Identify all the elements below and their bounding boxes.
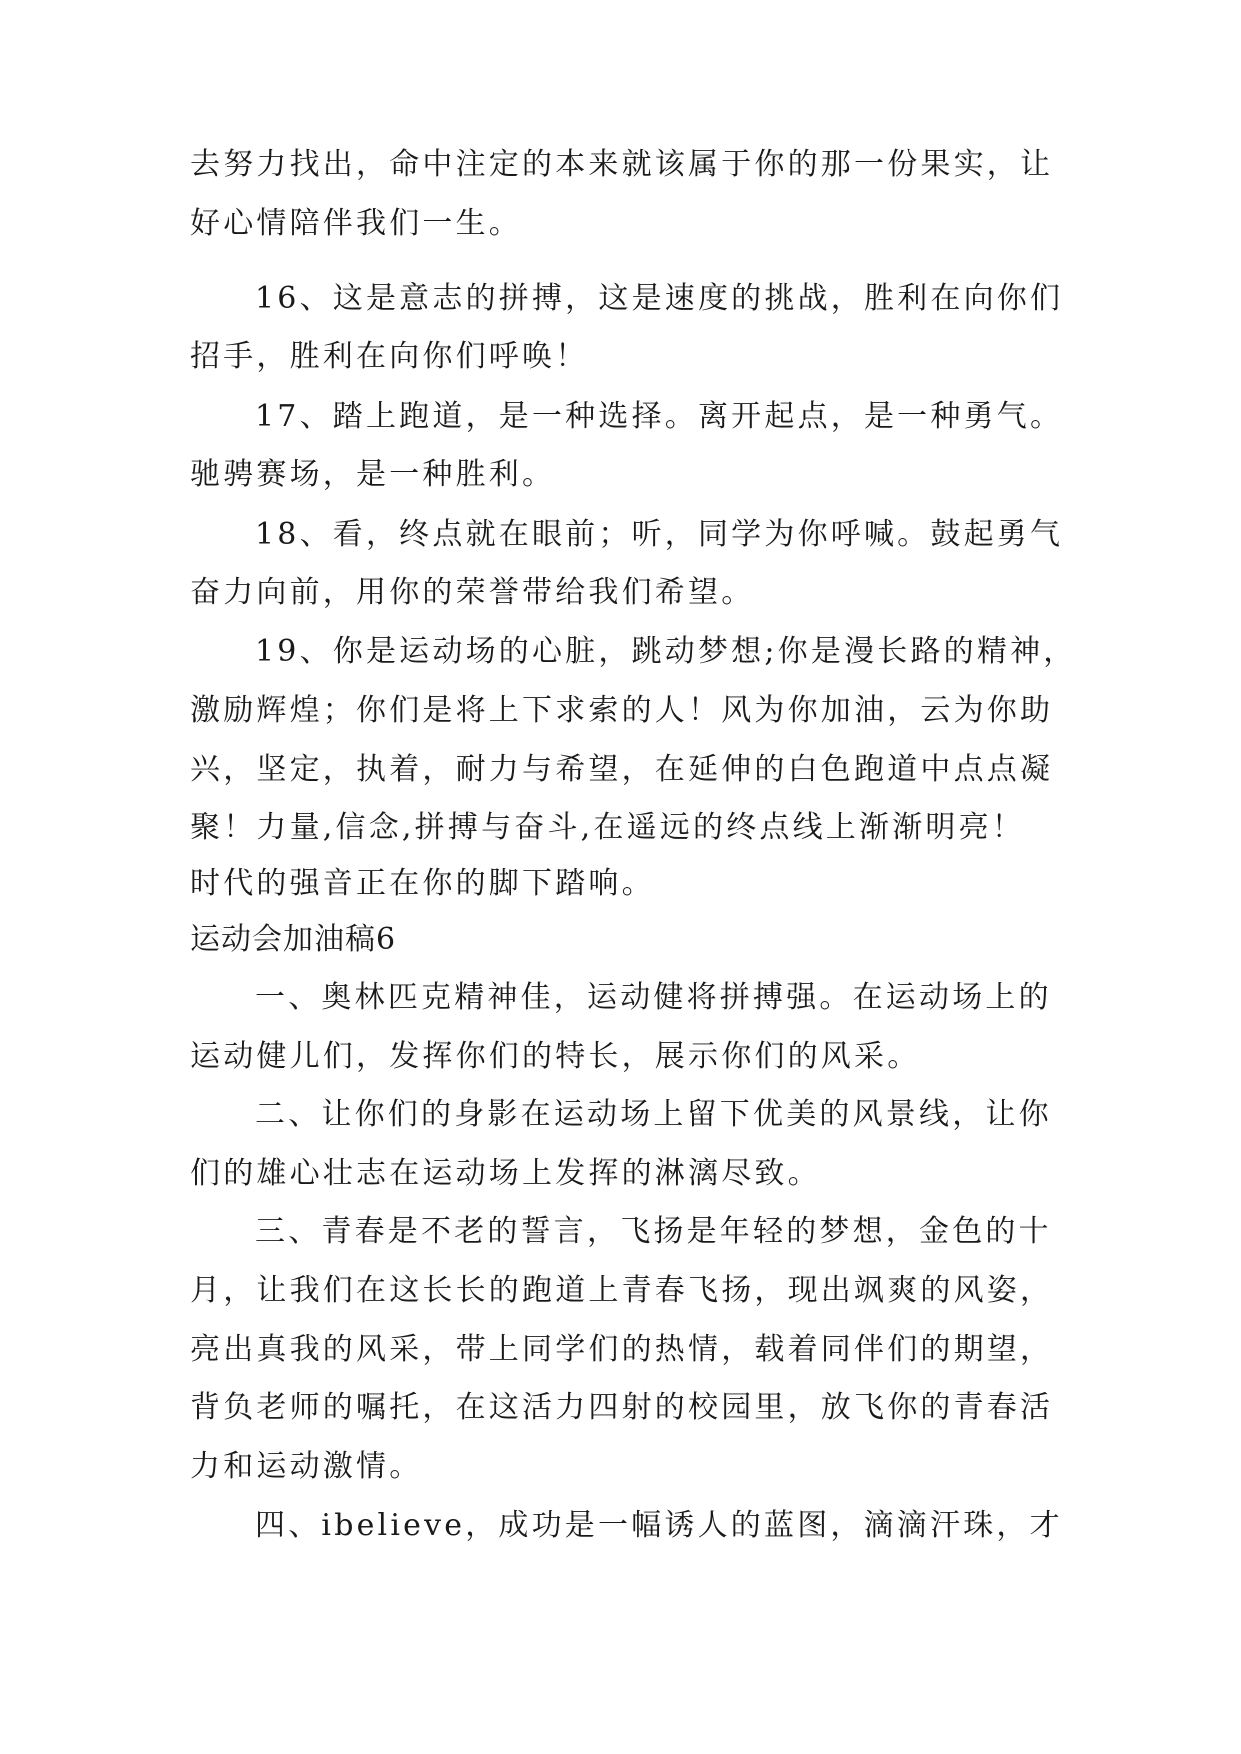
text-line: 招手，胜利在向你们呼唤！ bbox=[190, 339, 589, 374]
section-heading: 运动会加油稿6 bbox=[190, 922, 397, 957]
text-line: 月，让我们在这长长的跑道上青春飞扬，现出飒爽的风姿， bbox=[190, 1273, 1054, 1308]
paragraph-18: 18、看，终点就在眼前；听，同学为你呼喊。鼓起勇气 bbox=[255, 517, 1064, 552]
text-line: 去努力找出，命中注定的本来就该属于你的那一份果实，让 bbox=[190, 147, 1054, 182]
text-line: 奋力向前，用你的荣誉带给我们希望。 bbox=[190, 575, 755, 610]
paragraph-16: 16、这是意志的拼搏，这是速度的挑战，胜利在向你们 bbox=[255, 281, 1064, 316]
paragraph-3: 三、青春是不老的誓言，飞扬是年轻的梦想，金色的十 bbox=[255, 1214, 1052, 1249]
text-line: 好心情陪伴我们一生。 bbox=[190, 206, 522, 241]
text-line: 运动健儿们，发挥你们的特长，展示你们的风采。 bbox=[190, 1039, 921, 1074]
text-line: 时代的强音正在你的脚下踏响。 bbox=[190, 866, 655, 901]
paragraph-17: 17、踏上跑道，是一种选择。离开起点，是一种勇气。 bbox=[255, 399, 1064, 434]
text-line: 背负老师的嘱托，在这活力四射的校园里，放飞你的青春活 bbox=[190, 1390, 1054, 1425]
text-line: 聚！力量,信念,拼搏与奋斗,在遥远的终点线上渐渐明亮！ bbox=[190, 810, 1026, 845]
text-line: 驰骋赛场，是一种胜利。 bbox=[190, 457, 556, 492]
text-line: 兴，坚定，执着，耐力与希望，在延伸的白色跑道中点点凝 bbox=[190, 752, 1054, 787]
paragraph-2: 二、让你们的身影在运动场上留下优美的风景线，让你 bbox=[255, 1097, 1052, 1132]
paragraph-4: 四、ibelieve，成功是一幅诱人的蓝图，滴滴汗珠，才 bbox=[255, 1508, 1063, 1543]
paragraph-1: 一、奥林匹克精神佳，运动健将拼搏强。在运动场上的 bbox=[255, 980, 1052, 1015]
text-line: 力和运动激情。 bbox=[190, 1449, 423, 1484]
text-line: 亮出真我的风采，带上同学们的热情，载着同伴们的期望， bbox=[190, 1332, 1054, 1367]
paragraph-19: 19、你是运动场的心脏，跳动梦想;你是漫长路的精神， bbox=[255, 634, 1077, 669]
text-line: 激励辉煌；你们是将上下求索的人！风为你加油，云为你助 bbox=[190, 693, 1054, 728]
text-line: 们的雄心壮志在运动场上发挥的淋漓尽致。 bbox=[190, 1156, 821, 1191]
